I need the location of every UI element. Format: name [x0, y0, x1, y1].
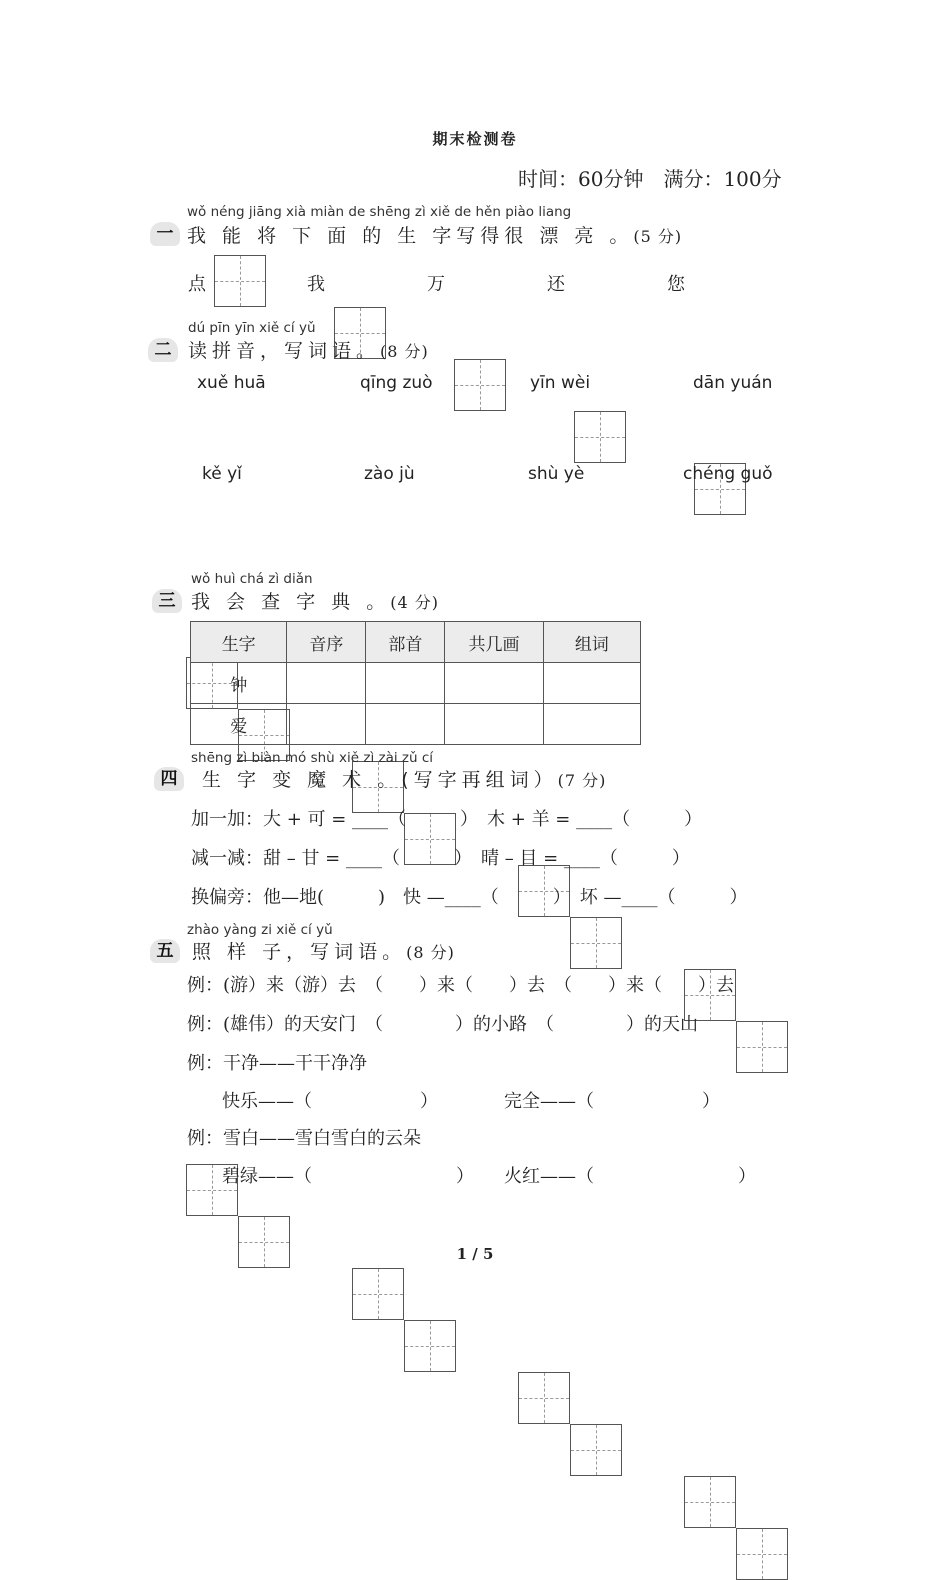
table-cell-blank[interactable] — [287, 663, 366, 704]
s3-badge: 三 — [152, 589, 182, 613]
s1-badge: 一 — [150, 222, 180, 246]
page-number: 1 / 5 — [456, 1245, 494, 1263]
table-cell-char: 钟 — [191, 663, 287, 704]
s2-pinyin: dú pīn yīn xiě cí yǔ — [188, 320, 316, 336]
writing-box[interactable] — [736, 1528, 788, 1580]
s2-score: (8 分) — [380, 342, 429, 361]
s5-line-4[interactable]: 快乐——（ ） — [222, 1091, 438, 1112]
table-cell-blank[interactable] — [445, 704, 543, 745]
s1-char-1: 点 — [188, 274, 206, 295]
table-cell-blank[interactable] — [287, 704, 366, 745]
writing-box[interactable] — [454, 359, 506, 411]
s5-line-2[interactable]: 例：(雄伟）的天安门 （ ）的小路 （ ）的天山 — [187, 1014, 699, 1035]
s5-line-7[interactable]: 碧绿——（ ） — [222, 1166, 474, 1187]
table-cell-blank[interactable] — [366, 663, 445, 704]
s1-char-5: 您 — [667, 274, 685, 295]
s3-pinyin: wǒ huì chá zì diǎn — [191, 571, 313, 587]
s2-word-pinyin-1: xuě huā — [197, 373, 266, 393]
s4-pinyin: shēng zì biàn mó shù xiě zì zài zǔ cí — [191, 750, 433, 766]
s1-pinyin: wǒ néng jiāng xià miàn de shēng zì xiě de hěn piào liang — [187, 204, 572, 220]
s5-line-1[interactable]: 例：(游）来（游）去 （ ）来（ ）去 （ ）来（ ）去 — [187, 975, 735, 996]
writing-box[interactable] — [214, 255, 266, 307]
table-cell-blank[interactable] — [543, 663, 640, 704]
s2-word-pinyin-7: shù yè — [528, 464, 585, 484]
table-row — [191, 704, 641, 745]
time-info: 时间：60分钟 满分：100分 — [518, 167, 782, 191]
s5-line-8[interactable]: 火红——（ ） — [504, 1166, 756, 1187]
dictionary-table — [190, 621, 641, 745]
s2-word-pinyin-3: yīn wèi — [530, 373, 591, 393]
writing-box[interactable] — [352, 1268, 404, 1320]
s5-line-3: 例：干净——干干净净 — [187, 1053, 367, 1074]
table-header: 生字 — [191, 622, 287, 663]
s4-score: (7 分) — [557, 771, 607, 790]
s1-score: (5 分) — [633, 227, 683, 246]
writing-box[interactable] — [404, 1320, 456, 1372]
s2-word-pinyin-2: qīng zuò — [360, 373, 433, 393]
s2-word-pinyin-6: zào jù — [364, 464, 415, 484]
s2-heading-text: 读拼音，写词语。 — [188, 340, 381, 362]
s5-badge: 五 — [150, 939, 180, 963]
table-cell-blank[interactable] — [366, 704, 445, 745]
s5-line-5[interactable]: 完全——（ ） — [504, 1091, 720, 1112]
table-cell-char: 爱 — [191, 704, 287, 745]
writing-box[interactable] — [684, 1476, 736, 1528]
s3-heading — [191, 587, 439, 614]
s1-char-4: 还 — [547, 274, 565, 295]
s2-word-pinyin-5: kě yǐ — [202, 464, 242, 484]
table-header-row — [191, 622, 641, 663]
table-row — [191, 663, 641, 704]
table-header: 共几画 — [445, 622, 543, 663]
writing-box[interactable] — [570, 1424, 622, 1476]
s4-heading-text: 生 字 变 魔 术 。(写字再组词） — [202, 769, 558, 791]
writing-box[interactable] — [574, 411, 626, 463]
s5-heading — [192, 937, 455, 964]
writing-box[interactable] — [518, 1372, 570, 1424]
s5-line-6: 例：雪白——雪白雪白的云朵 — [187, 1128, 421, 1149]
s4-line-add[interactable]: 加一加：大 + 可 = ____（ ） 木 + 羊 = ____（ ） — [191, 809, 703, 830]
s4-line-radical[interactable]: 换偏旁：他—地( ) 快 —____（ ） 坏 —____（ ） — [191, 887, 748, 908]
table-header: 组词 — [543, 622, 640, 663]
s5-pinyin: zhào yàng zi xiě cí yǔ — [187, 922, 333, 938]
s3-score: (4 分) — [390, 593, 439, 612]
s4-badge: 四 — [154, 767, 184, 791]
s2-word-pinyin-4: dān yuán — [693, 373, 773, 393]
s5-heading-text: 照 样 子，写词语。 — [192, 941, 407, 963]
s1-char-2: 我 — [307, 274, 325, 295]
s1-heading — [187, 221, 682, 248]
s3-heading-text: 我 会 查 字 典 。 — [191, 591, 391, 613]
s5-score: (8 分) — [406, 943, 455, 962]
s2-word-pinyin-8: chéng guǒ — [683, 464, 773, 484]
writing-box[interactable] — [570, 917, 622, 969]
s4-heading — [202, 765, 606, 792]
table-header: 部首 — [366, 622, 445, 663]
page-title: 期末检测卷 — [432, 130, 518, 148]
s2-heading — [188, 336, 429, 363]
s2-badge: 二 — [148, 338, 178, 362]
table-cell-blank[interactable] — [543, 704, 640, 745]
s1-char-3: 万 — [427, 274, 445, 295]
s4-line-subtract[interactable]: 减一减：甜 – 甘 = ____（ ） 晴 – 目 = ____（ ） — [191, 848, 690, 869]
table-header: 音序 — [287, 622, 366, 663]
table-cell-blank[interactable] — [445, 663, 543, 704]
s1-heading-text: 我 能 将 下 面 的 生 字写得很 漂 亮 。 — [187, 225, 634, 247]
writing-box[interactable] — [736, 1021, 788, 1073]
